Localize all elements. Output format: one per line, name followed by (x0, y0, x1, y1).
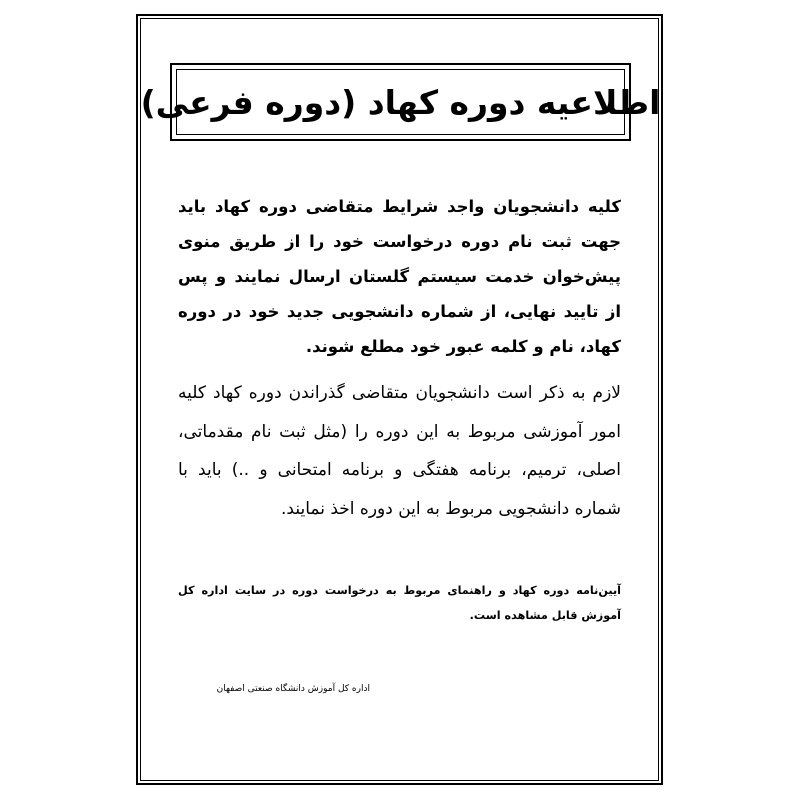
paragraph-student-number: لازم به ذکر است دانشجویان متقاضی گذراندن دوره کهاد کلیه امور آموزشی مربوط به این دوره را (مثل ثبت نام مقدماتی، اصلی، ترمیم، برنامه هفتگی و برنامه امتحانی و ..) باید با شماره دانشجویی مربوط به این دوره اخذ نمایند. (178, 383, 621, 519)
title-box (140, 63, 661, 141)
title-box-inner (140, 69, 661, 135)
notice-title: اطلاعیه دوره کهاد (دوره فرعی) (140, 82, 661, 122)
paragraph-regulations: آیین‌نامه دوره کهاد و راهنمای مربوط به درخواست دوره در سایت اداره کل آموزش قابل مشاهده است. (178, 584, 621, 622)
signature: اداره کل آموزش دانشگاه صنعتی اصفهان (216, 684, 370, 694)
paragraph-registration: کلیه دانشجویان واجد شرایط متقاضی دوره کهاد باید جهت ثبت نام دوره درخواست خود را از طریق منوی پیش‌خوان خدمت سیستم گلستان ارسال نمایند و پس از تایید نهایی، از شماره دانشجویی جدید خود در دوره کهاد، نام و کلمه عبور خود مطلع شوند. (178, 197, 621, 356)
